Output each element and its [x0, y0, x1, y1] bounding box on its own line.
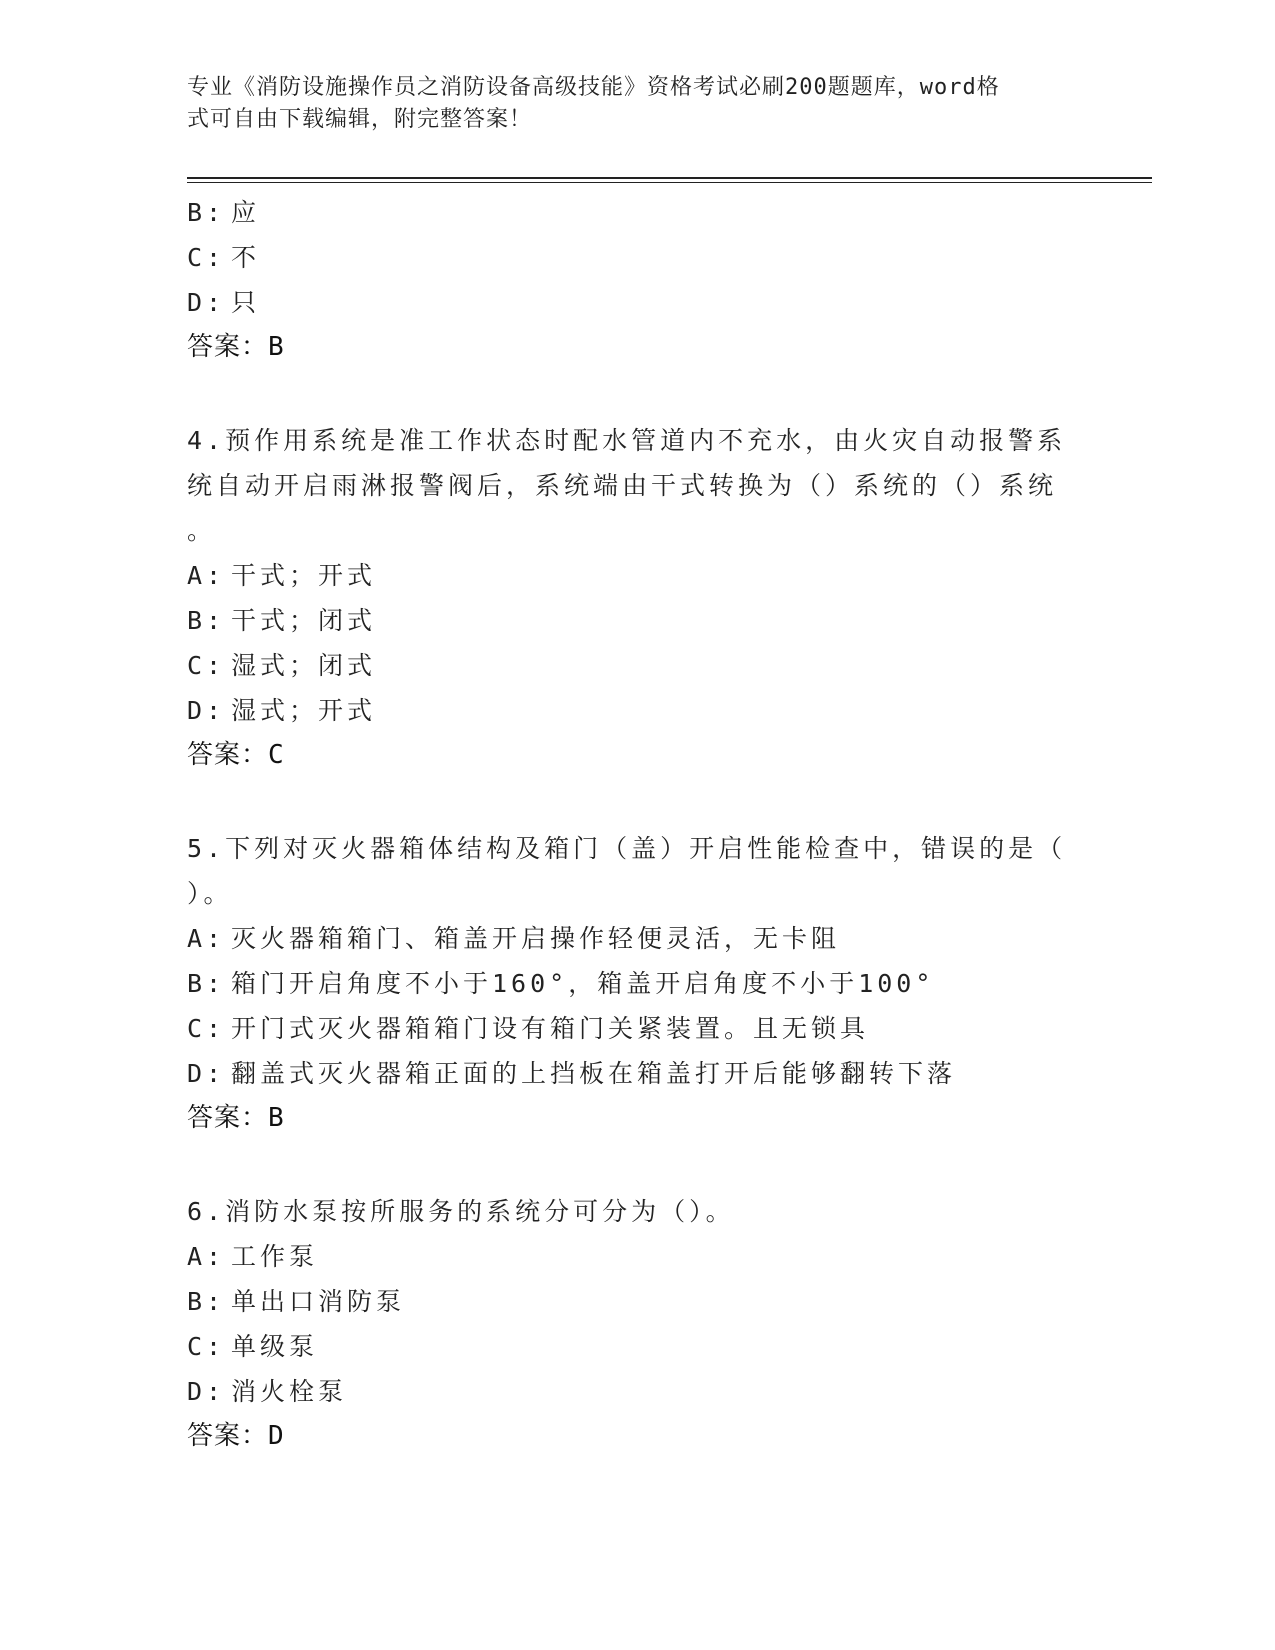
answer-line	[187, 733, 1067, 778]
option-letter: A:	[187, 561, 226, 590]
answer-label: 答案：	[187, 1421, 269, 1451]
answer-line	[187, 1414, 1067, 1459]
option-letter: B:	[187, 1287, 226, 1316]
option-text: 翻盖式灭火器箱正面的上挡板在箱盖打开后能够翻转下落	[231, 1059, 957, 1088]
option-b	[187, 598, 1067, 643]
question-text-line-2: ）。	[187, 879, 233, 908]
option-letter: C:	[187, 243, 226, 272]
option-d	[187, 1051, 1067, 1096]
question-text-line-1: 4.预作用系统是准工作状态时配水管道内不充水，由火灾自动报警系	[187, 426, 1067, 455]
question-list	[187, 190, 1067, 1459]
option-letter: D:	[187, 288, 226, 317]
option-letter: A:	[187, 924, 226, 953]
question-text-line-1: 6.消防水泵按所服务的系统分可分为（）。	[187, 1197, 735, 1226]
answer-label: 答案：	[187, 332, 269, 362]
option-text: 工作泵	[231, 1242, 319, 1271]
question-4	[187, 418, 1067, 778]
option-c	[187, 235, 1067, 280]
option-letter: B:	[187, 198, 226, 227]
question-text-line-2: 统自动开启雨淋报警阀后，系统端由干式转换为（）系统的（）系统	[187, 471, 1058, 500]
option-text: 不	[231, 243, 261, 272]
option-a	[187, 1234, 1067, 1279]
option-letter: C:	[187, 1332, 226, 1361]
option-text: 干式；闭式	[231, 606, 377, 635]
answer-label: 答案：	[187, 740, 269, 770]
option-text: 消火栓泵	[231, 1377, 348, 1406]
option-c	[187, 1006, 1067, 1051]
option-letter: D:	[187, 696, 226, 725]
header-divider-thick	[187, 177, 1152, 179]
answer-value: B	[268, 1103, 285, 1133]
question-text-line-1: 5.下列对灭火器箱体结构及箱门（盖）开启性能检查中，错误的是（	[187, 834, 1067, 863]
option-d	[187, 1369, 1067, 1414]
document-header	[187, 72, 1067, 136]
option-letter: C:	[187, 651, 226, 680]
question-6	[187, 1189, 1067, 1459]
option-a	[187, 553, 1067, 598]
option-text: 单出口消防泵	[231, 1287, 406, 1316]
answer-line	[187, 1096, 1067, 1141]
option-text: 开门式灭火器箱箱门设有箱门关紧装置。且无锁具	[231, 1014, 870, 1043]
option-letter: B:	[187, 969, 226, 998]
option-c	[187, 643, 1067, 688]
option-text: 只	[231, 288, 261, 317]
option-b	[187, 1279, 1067, 1324]
option-text: 湿式；开式	[231, 696, 377, 725]
option-letter: A:	[187, 1242, 226, 1271]
option-b	[187, 961, 1067, 1006]
question-3	[187, 190, 1067, 370]
answer-label: 答案：	[187, 1103, 269, 1133]
option-d	[187, 688, 1067, 733]
header-divider-thin	[187, 182, 1152, 183]
option-c	[187, 1324, 1067, 1369]
option-letter: B:	[187, 606, 226, 635]
option-text: 灭火器箱箱门、箱盖开启操作轻便灵活，无卡阻	[231, 924, 841, 953]
answer-value: D	[268, 1421, 285, 1451]
option-a	[187, 916, 1067, 961]
header-line-2: 式可自由下载编辑，附完整答案！	[187, 107, 533, 132]
option-letter: D:	[187, 1059, 226, 1088]
option-letter: D:	[187, 1377, 226, 1406]
answer-value: C	[268, 740, 285, 770]
option-d	[187, 280, 1067, 325]
option-text: 应	[231, 198, 261, 227]
option-text: 干式；开式	[231, 561, 377, 590]
header-line-1: 专业《消防设施操作员之消防设备高级技能》资格考试必刷200题题库，word格	[187, 75, 1000, 100]
option-text: 湿式；闭式	[231, 651, 377, 680]
option-text: 单级泵	[231, 1332, 319, 1361]
option-b	[187, 190, 1067, 235]
answer-value: B	[268, 332, 285, 362]
question-text-line-3: 。	[187, 516, 217, 545]
option-text: 箱门开启角度不小于160°，箱盖开启角度不小于100°	[231, 969, 935, 998]
option-letter: C:	[187, 1014, 226, 1043]
question-5	[187, 826, 1067, 1141]
answer-line	[187, 325, 1067, 370]
